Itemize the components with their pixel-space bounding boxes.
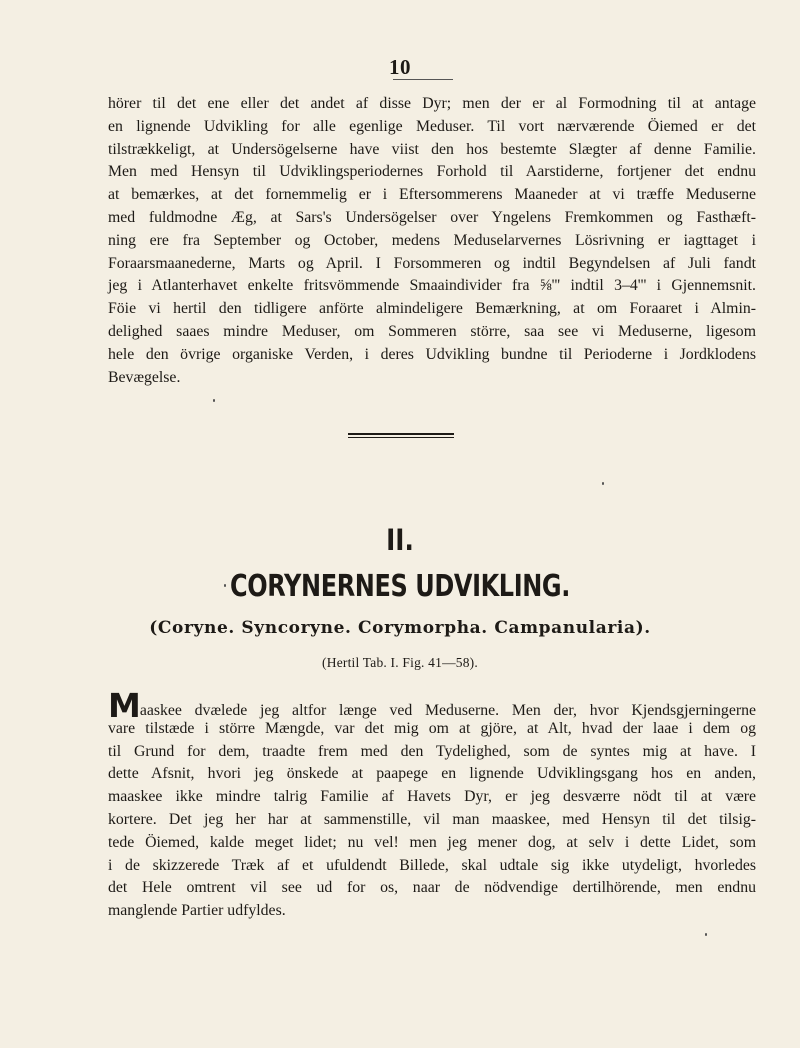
text-line: maaskee ikke mindre talrig Familie af Havets Dyr, er jeg desværre nödt til at være xyxy=(108,788,756,806)
text-line: det Hele omtrent vil see ud for os, naar de nödvendige dertilhörende, men endnu xyxy=(108,879,756,897)
page-number-underline xyxy=(393,79,453,80)
text-line: med fuldmodne Æg, at Sars's Undersögelser over Yngelens Fremkommen og Fasthæft- xyxy=(108,208,756,226)
text-line: delighed saaes mindre Meduser, om Sommeren större, saa see vi Meduserne, ligesom xyxy=(108,322,756,340)
paper-speck xyxy=(224,584,226,587)
plate-reference: (Hertil Tab. I. Fig. 41—58). xyxy=(322,655,478,670)
section-numeral: II. xyxy=(386,523,414,557)
first-line-text: aaskee dvælede jeg altfor længe ved Meduserne. Men der, hvor Kjendsgjerningerne xyxy=(139,702,756,719)
section-subtitle: (Coryne. Syncoryne. Corymorpha. Campanularia). xyxy=(149,618,651,638)
text-line: tilstrækkeligt, at Undersögelserne have viist den hos bestemte Slægter af denne Familie. xyxy=(108,140,756,158)
text-line: en lignende Udvikling for alle egenlige Meduser. Til vort nærværende Öiemed er det xyxy=(108,117,756,135)
paper-speck xyxy=(213,399,215,402)
text-line: manglende Partier udfyldes. xyxy=(108,902,286,920)
section-separator-thick xyxy=(348,433,454,435)
text-line: hörer til det ene eller det andet af disse Dyr; men der er al Formodning til at antage xyxy=(108,95,756,112)
text-line: til Grund for dem, traadte frem med den Tydelighed, som de syntes mig at have. I xyxy=(108,742,756,760)
text-line: jeg i Atlanterhavet enkelte fritsvömmende Smaaindivider fra ⅝''' indtil 3–4''' i Gjennemsnit. xyxy=(108,277,756,295)
section-title: CORYNERNES UDVIKLING. xyxy=(230,569,570,604)
text-line: at bemærkes, at det fornemmelig er i Eftersommerens Maaneder at vi træffe Meduserne xyxy=(108,186,756,204)
paper-speck xyxy=(602,482,604,485)
text-line: dette Afsnit, hvori jeg önskede at paapege en lignende Udviklingsgang hos en anden, xyxy=(108,765,756,783)
drop-cap: M xyxy=(108,686,140,725)
text-line: Bevægelse. xyxy=(108,368,181,386)
text-line-first xyxy=(108,686,756,725)
paper-speck xyxy=(705,933,707,936)
section-separator-thin xyxy=(348,437,454,438)
text-line: Men med Hensyn til Udviklingsperiodernes Forhold til Aarstiderne, fortjener det endnu xyxy=(108,163,756,181)
text-line: tede Öiemed, kalde meget lidet; nu vel! men jeg mener dog, at selv i dette Lidet, som xyxy=(108,833,756,851)
text-line: vare tilstæde i större Mængde, var det mig om at gjöre, at Alt, hvad der laae i dem og xyxy=(108,719,756,737)
text-line: ning ere fra September og October, medens Meduselarvernes Lösrivning er iagttaget i xyxy=(108,231,756,249)
text-line: Föie vi hertil den tidligere anförte almindeligere Bemærkning, at om Foraaret i Almin- xyxy=(108,300,756,318)
text-line: hele den övrige organiske Verden, i deres Udvikling bundne til Perioderne i Jordklodens xyxy=(108,345,756,363)
page-number: 10 xyxy=(389,55,411,79)
text-line: Foraarsmaanederne, Marts og April. I Forsommeren og indtil Begyndelsen af Juli fandt xyxy=(108,254,756,272)
paragraph-main xyxy=(108,686,756,923)
text-line: i de skizzerede Træk af et ufuldendt Billede, skal udtale sig ikke utydeligt, hvorledes xyxy=(108,856,756,874)
text-line: kortere. Det jeg her har at sammenstille, vil man maaskee, med Hensyn til det tilsig- xyxy=(108,810,756,828)
paragraph-intro xyxy=(108,93,756,389)
